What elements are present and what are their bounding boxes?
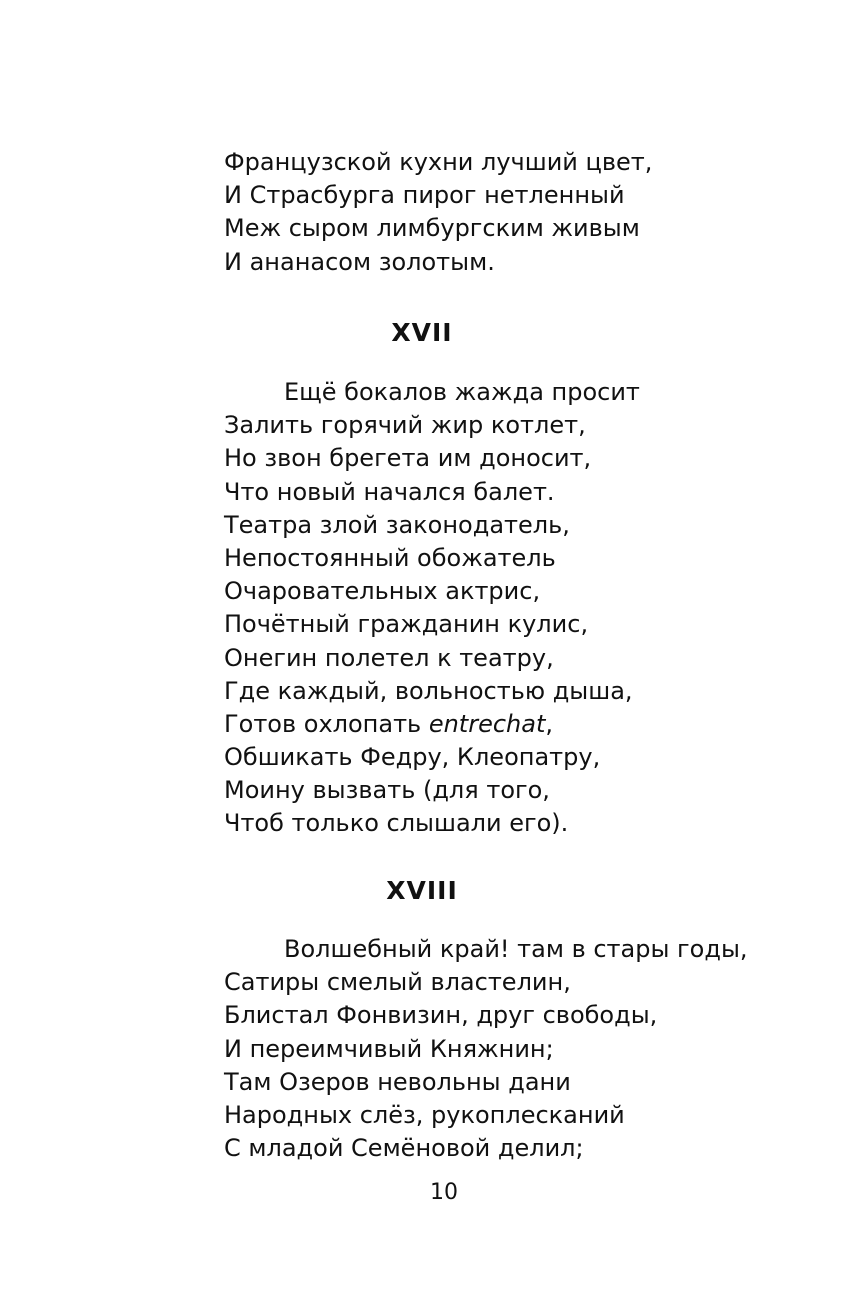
verse-text: Готов охлопать	[224, 709, 429, 738]
verse-line: Французской кухни лучший цвет,	[224, 148, 653, 176]
verse-punctuation: ,	[545, 709, 554, 738]
verse-line: Народных слёз, рукоплесканий	[224, 1100, 625, 1129]
verse-line: И Страсбурга пирог нетленный	[224, 181, 625, 210]
verse-line: Почётный гражданин кулис,	[224, 610, 589, 639]
verse-line: И переимчивый Княжнин;	[224, 1034, 554, 1063]
verse-line: Что новый начался балет.	[224, 477, 555, 506]
stanza-heading-xvii: XVII	[391, 318, 453, 347]
stanza-xvii	[224, 376, 804, 841]
verse-line: Моину вызвать (для того,	[224, 776, 550, 805]
page-number: 10	[430, 1180, 458, 1205]
stanza-xviii	[224, 933, 804, 1165]
verse-line	[224, 708, 804, 741]
verse-line: Но звон брегета им доносит,	[224, 444, 592, 473]
verse-line: Там Озеров невольны дани	[224, 1067, 571, 1096]
italic-term: entrechat	[428, 709, 546, 738]
verse-line: Где каждый, вольностью дыша,	[224, 676, 633, 705]
verse-line: Волшебный край! там в стары годы,	[284, 935, 748, 963]
verse-line: Чтоб только слышали его).	[224, 809, 569, 838]
stanza-heading-xviii: XVIII	[386, 876, 458, 905]
verse-line: Очаровательных актрис,	[224, 577, 541, 606]
stanza-continuation	[224, 146, 804, 279]
verse-line: С младой Семёновой делил;	[224, 1134, 584, 1163]
verse-line: Театра злой законодатель,	[224, 510, 570, 539]
verse-line: Ещё бокалов жажда просит	[284, 378, 640, 406]
verse-line: Блистал Фонвизин, друг свободы,	[224, 1001, 658, 1030]
verse-line: Сатиры смелый властелин,	[224, 968, 571, 997]
verse-line: Непостоянный обожатель	[224, 543, 556, 572]
verse-line: Обшикать Федру, Клеопатру,	[224, 743, 601, 772]
verse-line: Онегин полетел к театру,	[224, 643, 554, 672]
verse-line: И ананасом золотым.	[224, 247, 495, 276]
verse-line: Залить горячий жир котлет,	[224, 411, 586, 440]
verse-line: Меж сыром лимбургским живым	[224, 214, 640, 243]
